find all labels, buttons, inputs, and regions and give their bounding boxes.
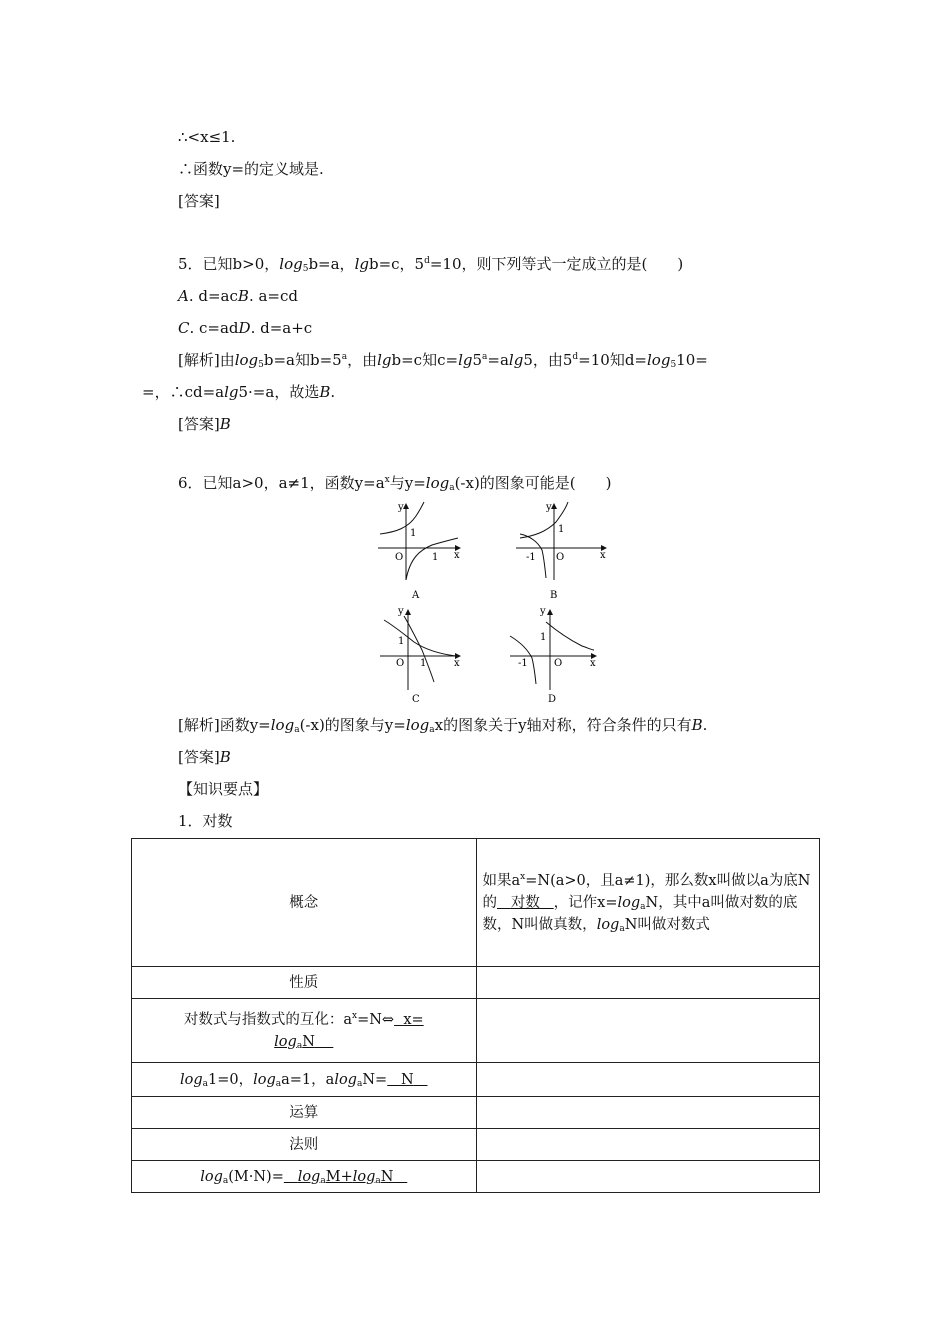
cell-concept-definition: 如果$a^x=N(a>0$，且a≠1)，那么数x叫做以a为底N的 对数 ，记作$x=\log_aN$，其中a叫做对数的底数，N叫做真数，$\log_aN$叫做对数式	[476, 839, 820, 967]
question-5: 5．已知b>0，$\log_5b=a$，lgb=c，$5^d=10$，则下列等式一定成立的是( )	[178, 255, 684, 274]
question-6: 6．已知a>0，a≠1，函数$y=a^x$与$y=\log_a(-x)$的图象可能是( )	[178, 474, 612, 493]
solution-5-line-2: =，∴cd=alg5·=a，故选B.	[142, 383, 336, 401]
graph-a	[378, 502, 460, 580]
cell-empty-3	[476, 1063, 820, 1097]
answer-label-4: [答案]	[178, 192, 220, 210]
graph-a-x-label: x	[454, 550, 460, 561]
solution-5-line-1: [解析]由$\log_5b=a$知$b=5^a$，由lgb=c知$c=\lg 5^a=alg5$，由$5^d=10$知$d=\log_510=$	[178, 351, 708, 370]
cell-product-rule: $\log_a(M\cdot N)=$ $\log_aM+\log_aN$	[132, 1161, 477, 1193]
graph-c	[380, 610, 460, 690]
cell-empty-1	[476, 967, 820, 999]
answer-6: [答案]B	[178, 748, 231, 766]
cell-interchange: 对数式与指数式的互化：$a^x=N\Leftrightarrow$ x= $\log_aN$	[132, 999, 477, 1063]
graph-b-label: B	[550, 590, 558, 601]
cell-empty-5	[476, 1129, 820, 1161]
graph-d-neg-one: -1	[518, 658, 528, 669]
graph-c-origin: O	[396, 658, 405, 669]
question-5-options-ab: A. d=acB. a=cd	[178, 287, 298, 305]
knowledge-heading: 【知识要点】	[178, 780, 269, 798]
knowledge-table	[131, 838, 820, 1193]
graph-a-one-y: 1	[410, 528, 417, 539]
graph-c-y-label: y	[398, 606, 404, 617]
graph-a-one-x: 1	[432, 552, 439, 563]
graph-b-neg-one: -1	[526, 552, 536, 563]
function-graphs-figure	[370, 498, 620, 708]
graph-d-origin: O	[554, 658, 563, 669]
solution-6: [解析]函数$y=\log_a(-x)$的图象与$y=\log_ax$的图象关于y轴对称，符合条件的只有B.	[178, 716, 708, 735]
graph-b-origin: O	[556, 552, 565, 563]
graph-b	[516, 502, 606, 580]
line-inequality: ∴<x≤1.	[178, 128, 236, 146]
blank-logarithm: 对数	[510, 894, 540, 911]
answer-5: [答案]B	[178, 415, 231, 433]
cell-concept: 概念	[132, 839, 477, 967]
graph-c-x-label: x	[454, 658, 460, 669]
graph-d-one-y: 1	[540, 632, 547, 643]
cell-empty-6	[476, 1161, 820, 1193]
graph-a-origin: O	[395, 552, 404, 563]
cell-property: 性质	[132, 967, 477, 999]
graph-a-label: A	[412, 590, 420, 601]
graph-d	[510, 610, 596, 690]
cell-empty-4	[476, 1097, 820, 1129]
cell-empty-2	[476, 999, 820, 1063]
graph-c-one-y: 1	[398, 636, 405, 647]
graph-c-one-x: 1	[420, 658, 427, 669]
section-1-title: 1．对数	[178, 812, 233, 830]
question-5-options-cd: C. c=adD. d=a+c	[178, 319, 313, 337]
cell-operation: 运算	[132, 1097, 477, 1129]
graph-b-y-label: y	[546, 502, 552, 513]
graph-c-label: C	[412, 694, 420, 705]
graph-d-label: D	[548, 694, 557, 705]
line-domain: ∴函数y=的定义域是.	[178, 160, 324, 178]
cell-rule: 法则	[132, 1129, 477, 1161]
cell-special-values: $\log_a1=0$，$\log_aa=1$，alog$_a$N= N	[132, 1063, 477, 1097]
graph-b-one-y: 1	[558, 524, 565, 535]
graph-a-y-label: y	[398, 502, 404, 513]
graph-d-y-label: y	[540, 606, 546, 617]
graph-d-x-label: x	[590, 658, 596, 669]
graph-b-x-label: x	[600, 550, 606, 561]
